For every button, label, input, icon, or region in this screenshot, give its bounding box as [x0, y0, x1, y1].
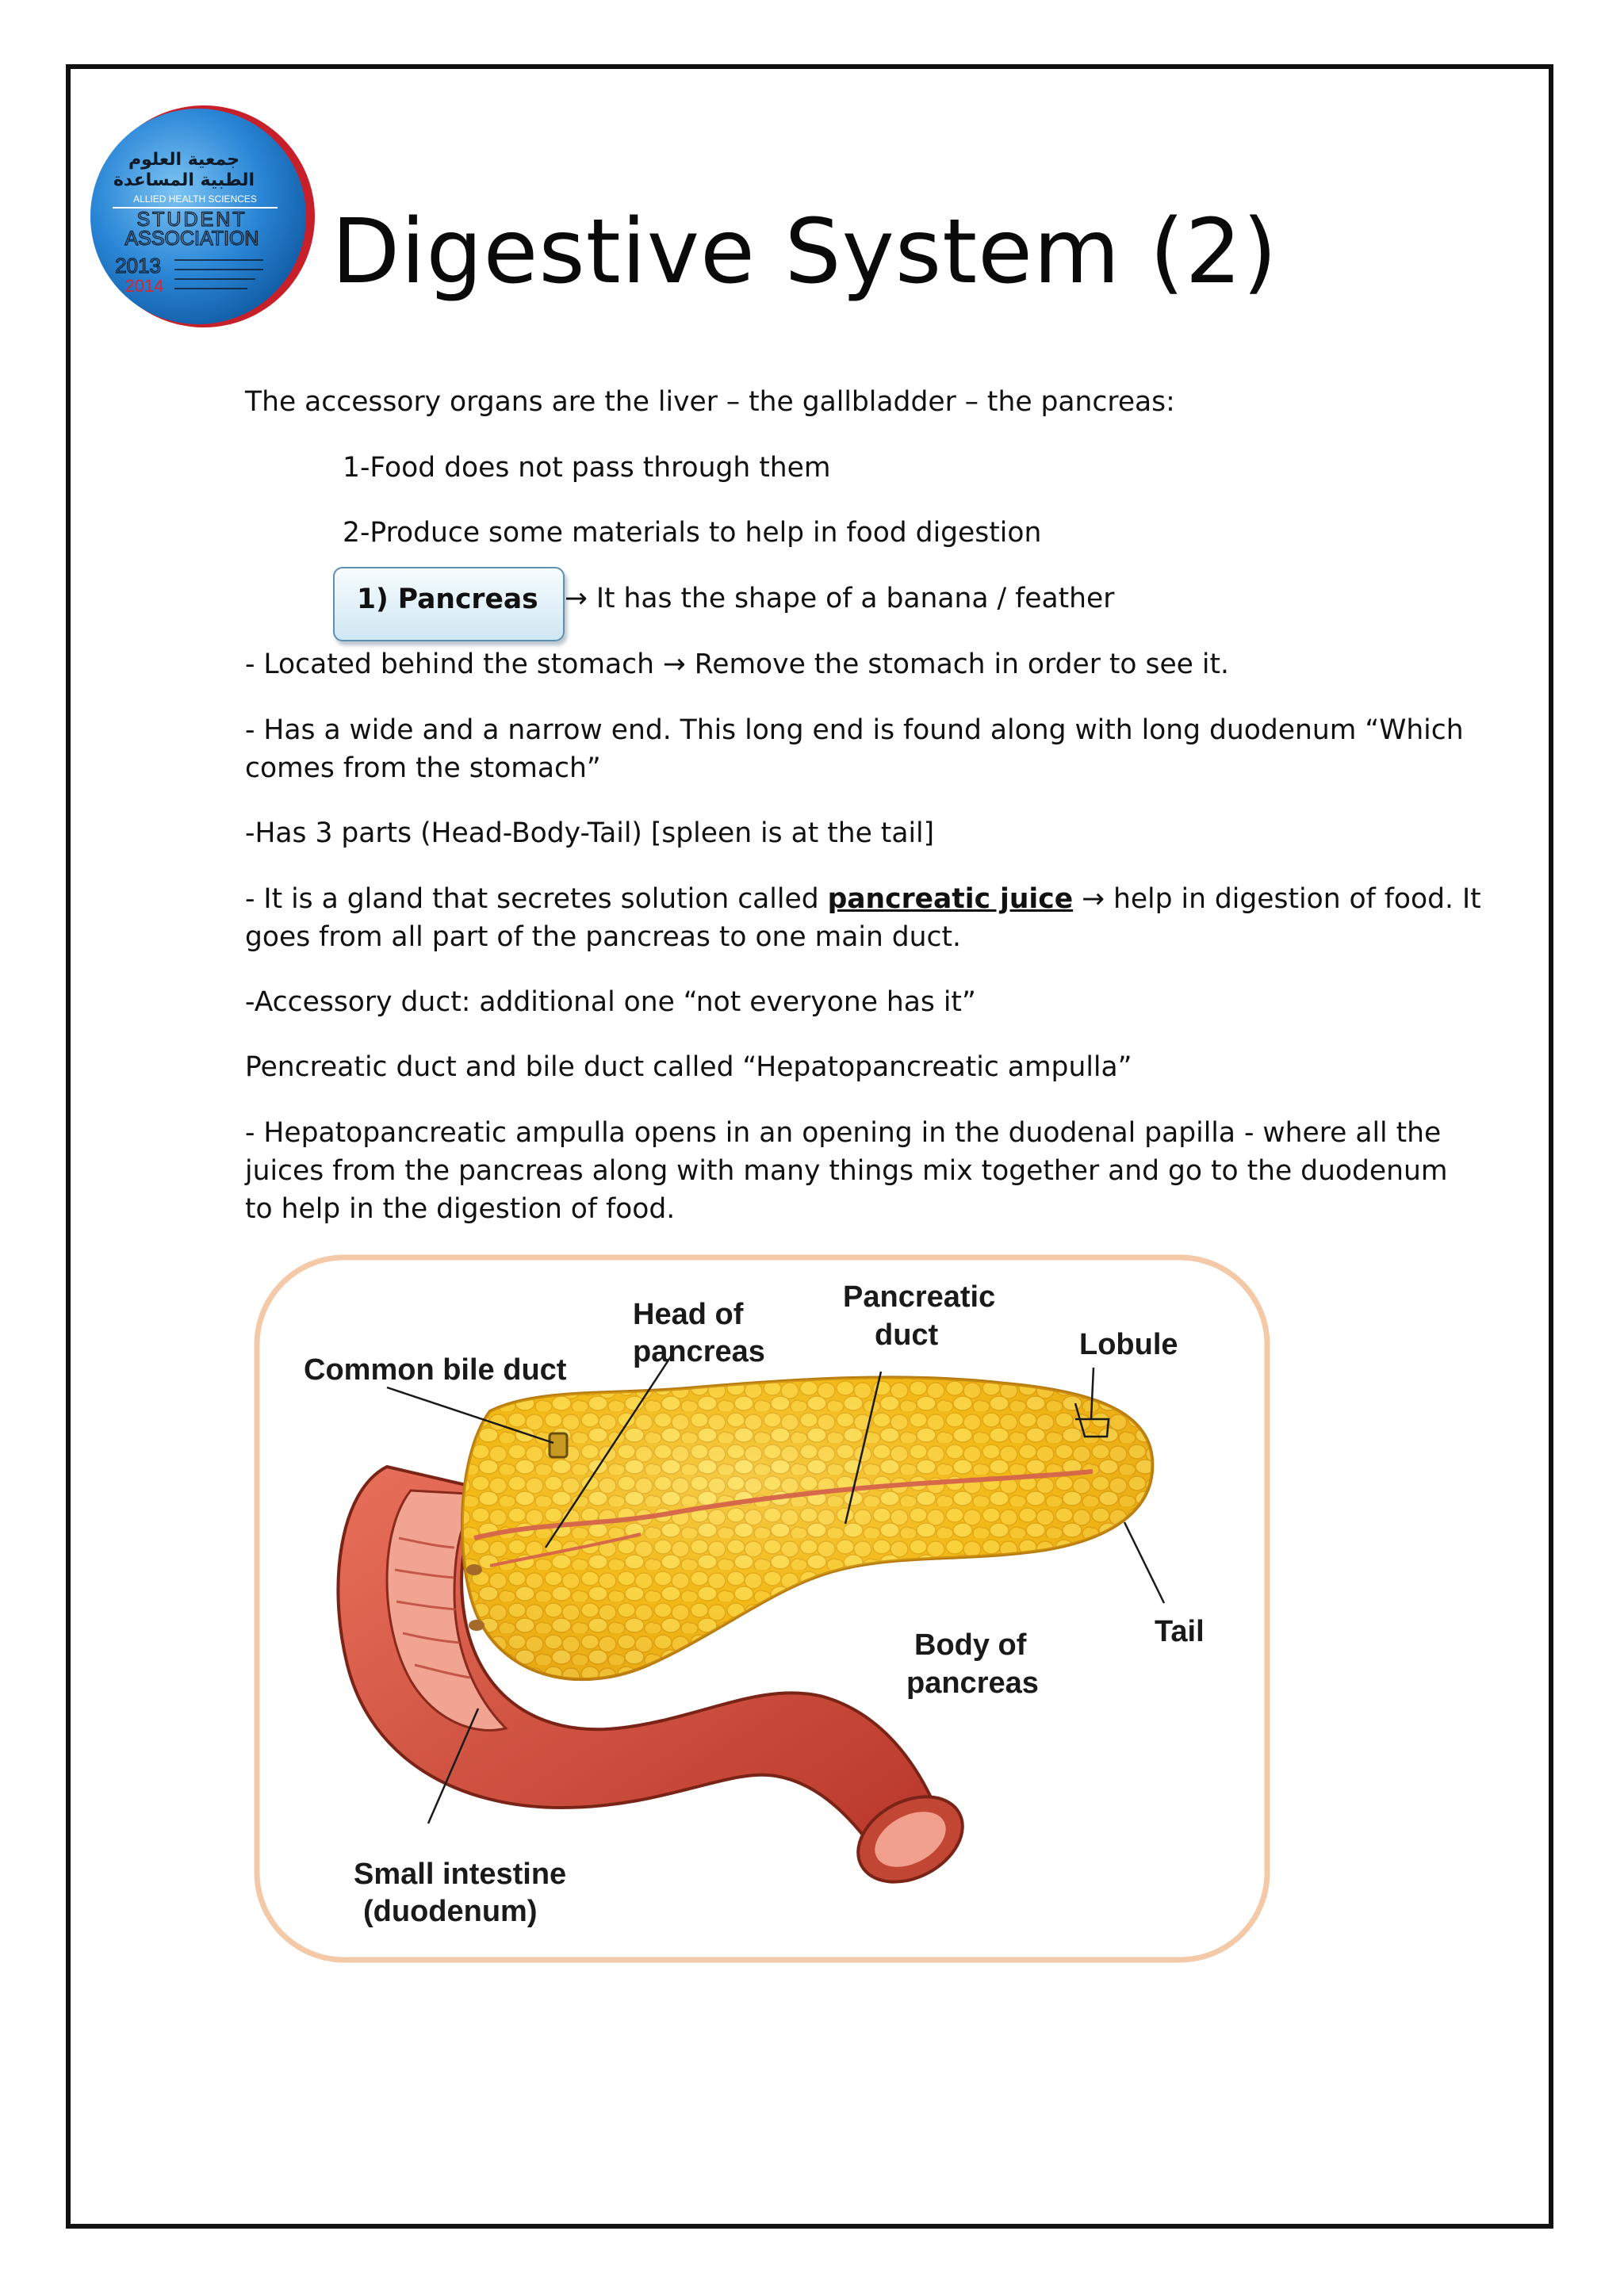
pancreatic-juice-term: pancreatic juice — [827, 883, 1074, 915]
accessory-duct-text: -Accessory duct: additional one “not everyone has it” — [245, 986, 976, 1018]
pancreas-heading-box — [333, 567, 565, 641]
label-head-1: Head of — [633, 1298, 744, 1331]
logo-student: STUDENT — [136, 209, 247, 231]
opens-text: - Hepatopancreatic ampulla opens in an opening in the duodenal papilla - where all the juices from the pancreas along with many things mix together and go to the duodenum to help in the digestion of food. — [245, 1117, 1448, 1225]
gland-text — [245, 880, 1482, 956]
logo-year-bottom: 2014 — [124, 276, 164, 296]
label-body-1: Body of — [914, 1628, 1027, 1662]
label-tail: Tail — [1155, 1615, 1205, 1648]
parts-text: -Has 3 parts (Head-Body-Tail) [spleen is at the tail] — [245, 817, 935, 849]
label-duodenum: (duodenum) — [363, 1895, 538, 1928]
wide-narrow-text: - Has a wide and a narrow end. This long end is found along with long duodenum “Which comes from the stomach” — [245, 714, 1464, 784]
page-title: Digestive System (2) — [331, 201, 1278, 304]
label-body-2: pancreas — [906, 1667, 1039, 1700]
pancreas-illustration — [252, 1253, 1272, 1965]
intro-text: The accessory organs are the liver – the gallbladder – the pancreas: — [245, 386, 1175, 418]
label-common-bile-duct: Common bile duct — [304, 1353, 567, 1387]
logo-org-line: ALLIED HEALTH SCIENCES — [133, 193, 257, 205]
logo-association: ASSOCIATION — [124, 228, 259, 250]
label-lobule: Lobule — [1079, 1328, 1178, 1361]
logo-arabic-2: الطبية المساعدة — [113, 170, 255, 190]
label-small-intestine: Small intestine — [354, 1858, 567, 1891]
label-head-2: pancreas — [633, 1335, 765, 1368]
bile-duct-stub — [550, 1433, 567, 1457]
label-pancreatic-1: Pancreatic — [843, 1280, 996, 1314]
point-2: 2-Produce some materials to help in food digestion — [343, 517, 1042, 549]
point-1: 1-Food does not pass through them — [343, 452, 831, 484]
ampulla-text: Pencreatic duct and bile duct called “Hepatopancreatic ampulla” — [245, 1051, 1132, 1083]
label-pancreatic-2: duct — [875, 1318, 939, 1352]
logo-year-top: 2013 — [115, 254, 161, 277]
located-text: - Located behind the stomach → Remove the stomach in order to see it. — [245, 649, 1229, 680]
pancreas-shape-text: → It has the shape of a banana / feather — [565, 583, 1115, 614]
logo-arabic-1: جمعية العلوم — [128, 150, 240, 170]
gland-text-post: → help in digestion of food. It goes from all part of the pancreas to one main duct. — [245, 883, 1481, 953]
association-logo — [89, 101, 319, 331]
pancreas-heading: 1) Pancreas — [357, 584, 538, 615]
gland-text-pre: - It is a gland that secretes solution called — [245, 883, 828, 915]
